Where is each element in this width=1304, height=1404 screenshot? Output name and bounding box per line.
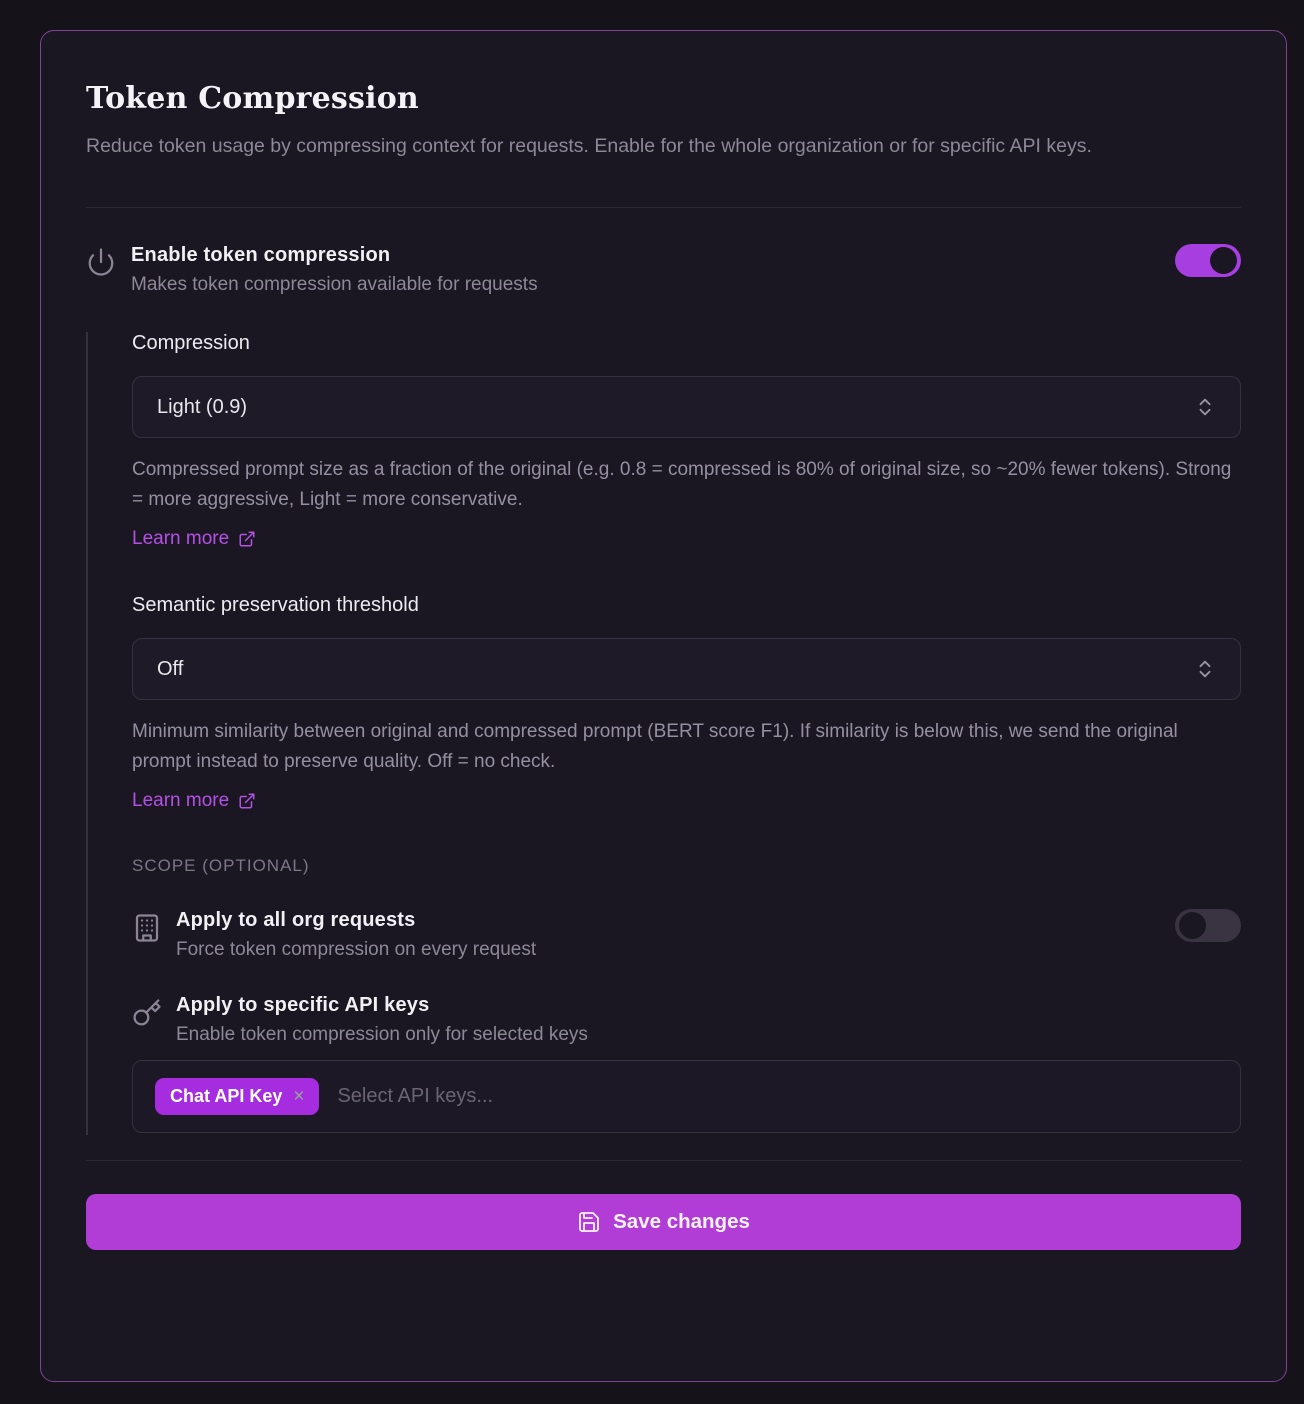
enable-label: Enable token compression [131, 244, 391, 266]
key-icon [132, 998, 162, 1028]
threshold-label: Semantic preservation threshold [132, 594, 419, 616]
scope-section-heading: SCOPE (OPTIONAL) [132, 856, 310, 875]
chevrons-up-down-icon [1194, 396, 1216, 418]
save-changes-button[interactable] [86, 1194, 1241, 1250]
power-icon [86, 247, 116, 277]
compression-select[interactable] [132, 376, 1241, 438]
save-changes-label: Save changes [613, 1210, 750, 1233]
toggle-knob [1179, 912, 1206, 939]
building-icon [132, 913, 162, 943]
page-title: Token Compression [86, 81, 419, 116]
compression-selected-value: Light (0.9) [157, 395, 248, 418]
external-link-icon [238, 792, 256, 810]
threshold-learn-more-link[interactable] [132, 790, 256, 812]
compression-learn-more-link[interactable] [132, 528, 256, 550]
enable-sublabel: Makes token compression available for requests [131, 274, 538, 295]
apply-all-org-label: Apply to all org requests [176, 909, 416, 931]
apply-all-org-toggle[interactable] [1175, 909, 1241, 942]
external-link-icon [238, 530, 256, 548]
chip-remove-icon[interactable]: × [293, 1086, 305, 1107]
apply-all-org-sublabel: Force token compression on every request [176, 939, 537, 960]
compression-label: Compression [132, 332, 250, 354]
apply-all-org-row [132, 909, 1241, 961]
threshold-select[interactable] [132, 638, 1241, 700]
threshold-selected-value: Off [157, 657, 184, 680]
toggle-knob [1210, 247, 1237, 274]
learn-more-label: Learn more [132, 790, 230, 811]
apply-specific-keys-sublabel: Enable token compression only for selected keys [176, 1024, 588, 1045]
save-icon [577, 1210, 601, 1234]
api-keys-multiselect[interactable] [132, 1060, 1241, 1133]
chevrons-up-down-icon [1194, 658, 1216, 680]
token-compression-card [40, 30, 1287, 1382]
learn-more-label: Learn more [132, 528, 230, 549]
enable-token-compression-toggle[interactable] [1175, 244, 1241, 277]
api-keys-search-input[interactable] [337, 1085, 1218, 1108]
header-divider [86, 207, 1241, 208]
api-key-chip-label: Chat API Key [170, 1086, 283, 1106]
enable-token-compression-row [86, 244, 1241, 296]
footer-divider [86, 1160, 1241, 1161]
compression-settings-group [86, 332, 1241, 1135]
apply-specific-keys-label: Apply to specific API keys [176, 994, 430, 1016]
page-description: Reduce token usage by compressing context for requests. Enable for the whole organization or for specific API keys. [86, 135, 1092, 157]
compression-help-text: Compressed prompt size as a fraction of the original (e.g. 0.8 = compressed is 80% of original size, so ~20% fewer tokens). Strong = more aggressive, Light = more conservative. [132, 459, 1232, 510]
threshold-help-text: Minimum similarity between original and compressed prompt (BERT score F1). If similarity is below this, we send the original prompt instead to preserve quality. Off = no check. [132, 721, 1178, 772]
apply-specific-keys-row [132, 994, 1241, 1046]
api-key-chip [155, 1078, 319, 1115]
